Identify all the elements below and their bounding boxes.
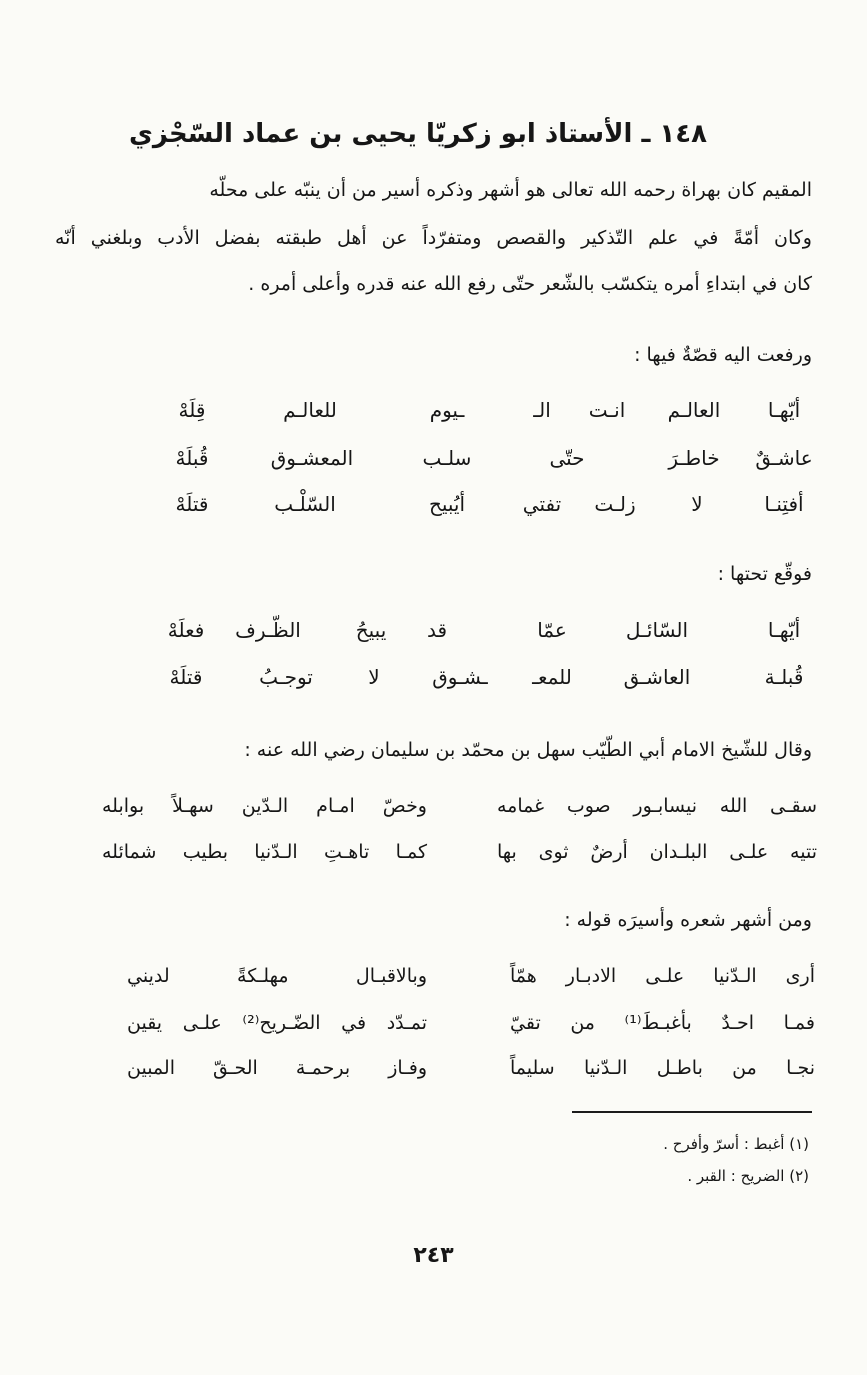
- section-heading-petition: ورفعت اليه قصّةٌ فيها :: [634, 344, 812, 366]
- verse-second-hemistich: كمـا تاهـتِ الـدّنيا بطيب شمائله: [102, 841, 427, 863]
- poem-word: أيّهـا: [767, 398, 801, 422]
- footnote-1: (١) أغبط : أسرّ وأفرح .: [663, 1135, 809, 1153]
- poem-word: للعالـم: [283, 398, 337, 422]
- poem-word: قتلَهْ: [169, 665, 203, 689]
- poem-word: سلـب: [422, 446, 472, 470]
- poem-word: المعشـوق: [270, 446, 354, 470]
- footnote-separator: [572, 1111, 812, 1113]
- verse-second-hemistich: وخصّ امـام الـدّين سهـلاً بوابله: [102, 795, 427, 817]
- poem-word: الظّـرف: [235, 618, 301, 642]
- verse-second-hemistich: تمـدّد في الضّـريح⁽²⁾ علـى يقين: [127, 1012, 427, 1034]
- verse-second-hemistich: وبالاقبـال مهلـكةً لديني: [127, 965, 427, 987]
- poem-word: أيّهـا: [767, 618, 801, 642]
- section-heading-famous-verse: ومن أشهر شعره وأسيرَه قوله :: [564, 909, 812, 931]
- poem-word: السّائـل: [625, 618, 689, 642]
- intro-line-3: كان في ابتداءِ أمره يتكسّب بالشّعر حتّى رفع الله عنه قدره وأعلى أمره .: [248, 273, 812, 295]
- verse-first-hemistich: فمـا احـدٌ بأغبـطَ⁽¹⁾ من تقيّ: [510, 1012, 815, 1034]
- poem-word: قُبلَهْ: [175, 446, 209, 470]
- poem-word: فعلَهْ: [167, 618, 205, 642]
- poem-word: توجـبُ: [259, 665, 313, 689]
- verse-first-hemistich: سقـى الله نيسابـور صوب غمامه: [497, 795, 817, 817]
- footnote-2: (٢) الضريح : القبر .: [687, 1167, 809, 1185]
- poem-word: السّلْـب: [274, 492, 336, 516]
- intro-line-1: المقيم كان بهراة رحمه الله تعالى هو أشهر وذكره أسير من أن ينبّه على محلّه: [209, 179, 812, 201]
- section-heading-dedication: وقال للشّيخ الامام أبي الطّيّب سهل بن محمّد بن سليمان رضي الله عنه :: [244, 739, 812, 761]
- poem-word: الـ: [533, 398, 551, 422]
- poem-word: أفتِنـا: [764, 492, 804, 516]
- poem-word: ـيوم: [429, 398, 465, 422]
- poem-word: العاشـق: [623, 665, 691, 689]
- poem-word: للمعـ: [532, 665, 572, 689]
- poem-word: عاشـقٌ: [755, 446, 813, 470]
- poem-word: قتلَهْ: [175, 492, 209, 516]
- intro-line-2: وكان أمّةً في علم التّذكير والقصص ومتفرّداً عن أهل طبقته بفضل الأدب وبلغني أنّه: [55, 227, 812, 249]
- poem-word: لا: [368, 665, 380, 689]
- poem-word: ـشـوق: [432, 665, 488, 689]
- biography-title: ١٤٨ ـ الأستاذ ابو زكريّا يحيى بن عماد السّجْزي: [129, 119, 707, 149]
- verse-second-hemistich: وفـاز برحمـة الحـقّ المبين: [127, 1057, 427, 1079]
- verse-first-hemistich: تتيه علـى البلـدان أرضٌ ثوى بها: [497, 841, 817, 863]
- poem-word: عمّا: [537, 618, 567, 642]
- poem-word: العالـم: [667, 398, 721, 422]
- section-heading-reply: فوقّع تحتها :: [717, 563, 812, 585]
- poem-word: خاطـرَ: [668, 446, 720, 470]
- poem-word: قد: [426, 618, 448, 642]
- poem-word: حتّى: [549, 446, 585, 470]
- poem-word: أيُبيح: [428, 492, 466, 516]
- poem-word: يبيحُ: [355, 618, 387, 642]
- verse-first-hemistich: أرى الـدّنيا علـى الادبـار همّاً: [510, 965, 815, 987]
- poem-word: زلـت: [594, 492, 636, 516]
- poem-word: قِلَهْ: [178, 398, 206, 422]
- verse-first-hemistich: نجـا من باطـل الـدّنيا سليماً: [510, 1057, 815, 1079]
- poem-word: تفتي: [522, 492, 562, 516]
- poem-word: لا: [691, 492, 703, 516]
- poem-word: انـت: [588, 398, 626, 422]
- poem-word: قُبلـة: [764, 665, 804, 689]
- page-number: ٢٤٣: [413, 1243, 454, 1268]
